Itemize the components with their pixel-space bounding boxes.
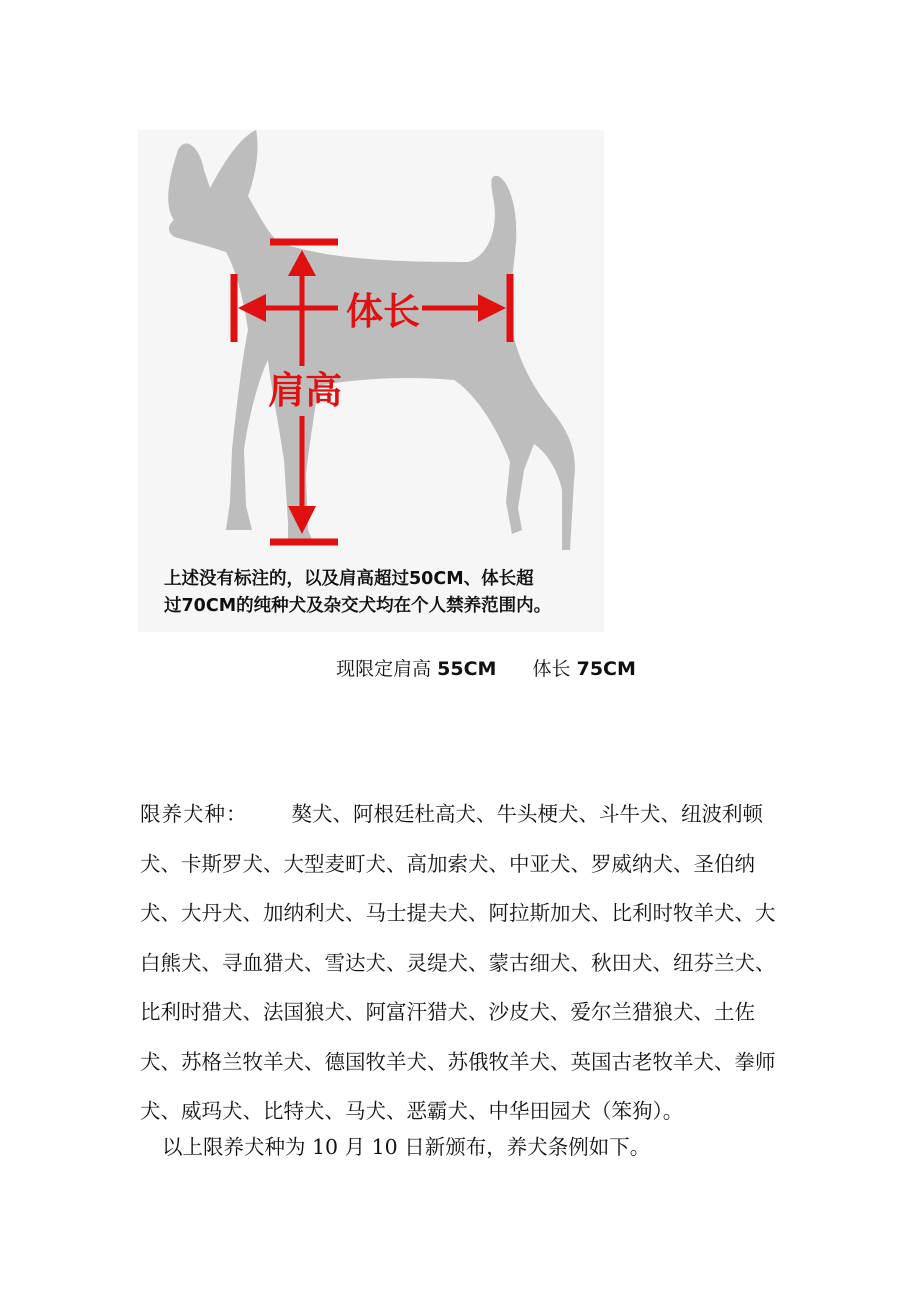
body-length-label: 体长 bbox=[346, 290, 420, 333]
restricted-breeds-paragraph bbox=[140, 790, 790, 1137]
caption-length-value: 75CM bbox=[576, 658, 636, 680]
figure-note-line-2: 过70CM的纯种犬及杂交犬均在个人禁养范围内。 bbox=[164, 596, 552, 616]
caption-shoulder-value: 55CM bbox=[437, 658, 497, 680]
footer-note: 以上限养犬种为 10 月 10 日新颁布，养犬条例如下。 bbox=[162, 1135, 651, 1159]
dog-measurement-figure bbox=[138, 130, 604, 632]
dog-silhouette-diagram bbox=[138, 130, 604, 632]
dog-silhouette bbox=[168, 130, 575, 550]
restricted-breeds-list: 獒犬、阿根廷杜高犬、牛头梗犬、斗牛犬、纽波利顿犬、卡斯罗犬、大型麦町犬、高加索犬、中亚犬、罗威纳犬、圣伯纳犬、大丹犬、加纳利犬、马士提夫犬、阿拉斯加犬、比利时牧羊犬、大白熊犬、寻血猎犬、雪达犬、灵缇犬、蒙古细犬、秋田犬、纽芬兰犬、比利时猎犬、法国狼犬、阿富汗猎犬、沙皮犬、爱尔兰猎狼犬、土佐犬、苏格兰牧羊犬、德国牧羊犬、苏俄牧羊犬、英国古老牧羊犬、拳师犬、威玛犬、比特犬、马犬、恶霸犬、中华田园犬（笨狗）。 bbox=[140, 802, 776, 1123]
figure-note bbox=[164, 566, 594, 620]
restricted-heading: 限养犬种： bbox=[140, 802, 248, 826]
figure-note-line-1: 上述没有标注的，以及肩高超过50CM、体长超 bbox=[164, 569, 534, 589]
caption-shoulder-prefix: 现限定肩高 bbox=[336, 658, 432, 680]
caption-length-prefix: 体长 bbox=[532, 658, 571, 680]
size-limit-caption bbox=[0, 654, 920, 681]
shoulder-height-label: 肩高 bbox=[268, 369, 342, 412]
